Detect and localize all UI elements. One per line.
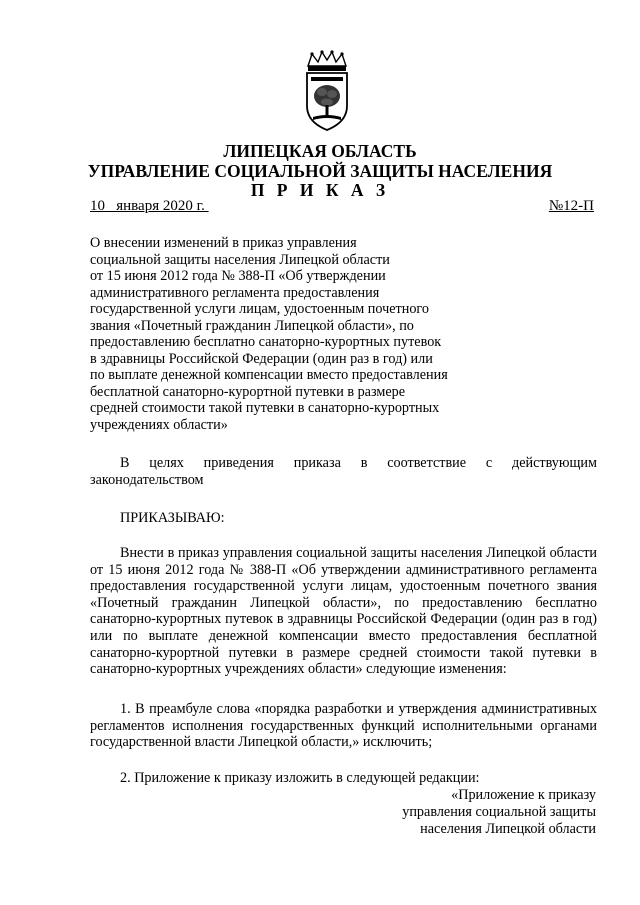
subject-line: от 15 июня 2012 года № 388-П «Об утверждении — [90, 268, 386, 284]
annex-line: управления социальной защиты — [402, 804, 596, 820]
subject-line: средней стоимости такой путевки в санаторно-курортных — [90, 400, 440, 416]
subject-line: звания «Почетный гражданин Липецкой области», по — [90, 317, 414, 334]
annex-heading — [402, 787, 596, 838]
order-number: №12-П — [548, 198, 594, 214]
lipetsk-coat-of-arms-icon — [300, 50, 354, 132]
subject-line: по выплате денежной компенсации вместо предоставления — [90, 367, 448, 383]
item-2-paragraph: 2. Приложение к приказу изложить в следующей редакции: — [120, 770, 480, 786]
subject-line: государственной услуги лицам, удостоенным почетного — [90, 301, 429, 317]
item-1-paragraph: 1. В преамбуле слова «порядка разработки и утверждения административных регламентов исполнения государственных функций исполнительными органами государственной власти Липецкой области,» исключить; — [90, 701, 597, 751]
subject-line: социальной защиты населения Липецкой области — [90, 251, 390, 268]
order-date: 10 января 2020 г. — [90, 198, 209, 214]
department-title: УПРАВЛЕНИЕ СОЦИАЛЬНОЙ ЗАЩИТЫ НАСЕЛЕНИЯ — [87, 161, 553, 181]
subject-line: бесплатной санаторно-курортной путевки в размере — [90, 383, 406, 400]
subject-line: учреждениях области» — [90, 416, 228, 433]
intro-paragraph: В целях приведения приказа в соответствие с действующим законодательством — [90, 455, 597, 488]
annex-line: населения Липецкой области — [420, 821, 596, 837]
main-paragraph: Внести в приказ управления социальной защиты населения Липецкой области от 15 июня 2012 года № 388-П «Об утверждении административного регламента предоставления государственной услуги лицам, удостоенным почетного звания «Почетный гражданин Липецкой области», по предоставлению бесплатно санаторно-курортных путевок в здравницы Российской Федерации (один раз в год) или по выплате денежной компенсации вместо предоставления бесплатной санаторно-курортной путевки в размере средней стоимости такой путевки в санаторно-курортных учреждениях области» следующие изменения: — [90, 545, 597, 678]
region-title: ЛИПЕЦКАЯ ОБЛАСТЬ — [223, 141, 417, 161]
document-type-title: П Р И К А З — [250, 180, 390, 200]
order-subject — [90, 235, 510, 433]
subject-line: О внесении изменений в приказ управления — [90, 235, 357, 251]
subject-line: административного регламента предоставления — [90, 284, 380, 301]
subject-line: предоставлению бесплатно санаторно-курортных путевок — [90, 334, 442, 350]
annex-line: «Приложение к приказу — [451, 787, 596, 803]
order-keyword: ПРИКАЗЫВАЮ: — [120, 510, 225, 526]
subject-line: в здравницы Российской Федерации (один раз в год) или — [90, 350, 433, 367]
